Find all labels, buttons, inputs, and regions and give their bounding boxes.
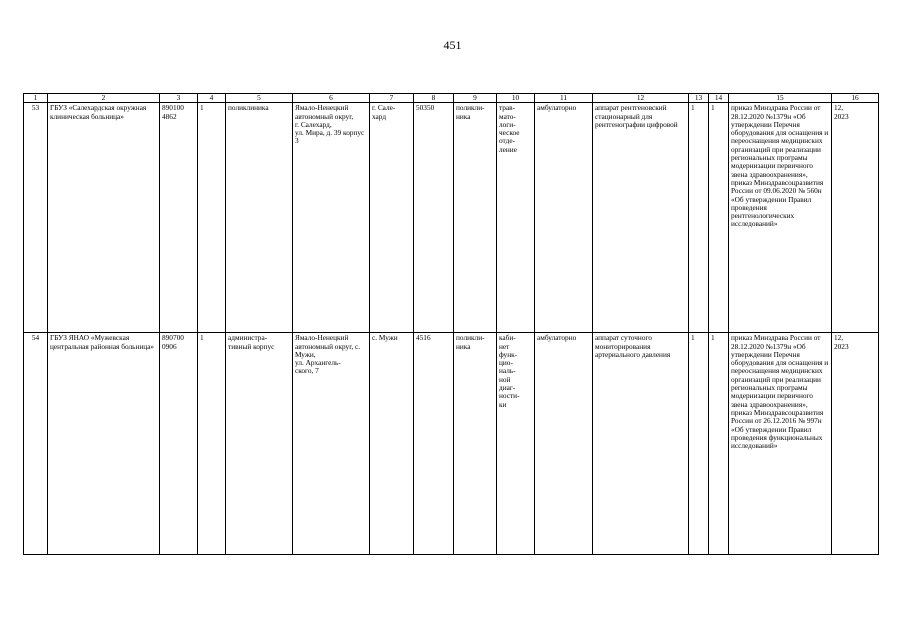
quantity-cell: 1 (709, 103, 729, 333)
column-header: 7 (370, 94, 414, 103)
population-cell: 4516 (414, 333, 454, 555)
table-row (24, 103, 879, 333)
column-header: 5 (226, 94, 293, 103)
quantity-cell: 1 (709, 333, 729, 555)
department-cell: трав- мато- логи- ческое отде- ление (497, 103, 535, 333)
address-cell: Ямало-Ненецкий автономный округ, с. Мужи, ул. Архангель- ского, 7 (293, 333, 370, 555)
column-header: 16 (832, 94, 879, 103)
unit-type-cell: поликли- ника (454, 333, 497, 555)
building-cell: администра- тивный корпус (226, 333, 293, 555)
settlement-cell: с. Мужи (370, 333, 414, 555)
count-cell: 1 (198, 103, 226, 333)
equipment-cell: аппарат рентгеновский стационарный для рентгенографии цифровой (593, 103, 689, 333)
table-row (24, 333, 879, 555)
column-number-row (24, 94, 879, 103)
column-header: 15 (729, 94, 832, 103)
column-header: 13 (689, 94, 709, 103)
unit-type-cell: поликли- ника (454, 103, 497, 333)
equipment-cell: аппарат суточного мониторирования артериального давления (593, 333, 689, 555)
column-header: 2 (48, 94, 160, 103)
care-form-cell: амбулаторно (535, 333, 593, 555)
column-header: 8 (414, 94, 454, 103)
column-header: 3 (160, 94, 198, 103)
equipment-register-table (23, 93, 879, 555)
column-header: 11 (535, 94, 593, 103)
column-header: 10 (497, 94, 535, 103)
count-cell: 1 (198, 333, 226, 555)
organization-cell: ГБУЗ ЯНАО «Мужевская центральная районная больница» (48, 333, 160, 555)
column-header: 1 (24, 94, 48, 103)
row-number-cell: 53 (24, 103, 48, 333)
date-cell: 12, 2023 (832, 333, 879, 555)
page-number: 451 (443, 38, 462, 52)
legal-basis-cell: приказ Минздрава России от 28.12.2020 №1379н «Об утверждении Перечня оборудования для оснащения и переоснащения медицинских организаций при реализации региональных програмы модернизации первичного звена здравоохранения», приказ Минздравсоцразвития России от 09.06.2020 № 560н «Об утверждении Правил проведения рентгенологических исследований» (729, 103, 832, 333)
code-cell: 890700 0906 (160, 333, 198, 555)
care-form-cell: амбулаторно (535, 103, 593, 333)
settlement-cell: г. Сале- хард (370, 103, 414, 333)
column-header: 14 (709, 94, 729, 103)
column-header: 12 (593, 94, 689, 103)
column-header: 4 (198, 94, 226, 103)
quantity-cell: 1 (689, 103, 709, 333)
legal-basis-cell: приказ Минздрава России от 28.12.2020 №1379н «Об утверждении Перечня оборудования для оснащения и переоснащения медицинских организаций при реализации региональных програмы модернизации первичного звена здравоохранения», приказ Минздравсоцразвития России от 26.12.2016 № 997н «Об утверждении Правил проведения функциональных исследований» (729, 333, 832, 555)
address-cell: Ямало-Ненецкий автономный округ, г. Салехард, ул. Мира, д. 39 корпус 3 (293, 103, 370, 333)
column-header: 9 (454, 94, 497, 103)
building-cell: поликлиника (226, 103, 293, 333)
code-cell: 890100 4862 (160, 103, 198, 333)
column-header: 6 (293, 94, 370, 103)
population-cell: 50350 (414, 103, 454, 333)
department-cell: каби- нет функ- цио- наль- ной диаг- ности- ки (497, 333, 535, 555)
row-number-cell: 54 (24, 333, 48, 555)
table-header (24, 94, 879, 103)
date-cell: 12, 2023 (832, 103, 879, 333)
organization-cell: ГБУЗ «Салехардская окружная клиническая больница» (48, 103, 160, 333)
quantity-cell: 1 (689, 333, 709, 555)
